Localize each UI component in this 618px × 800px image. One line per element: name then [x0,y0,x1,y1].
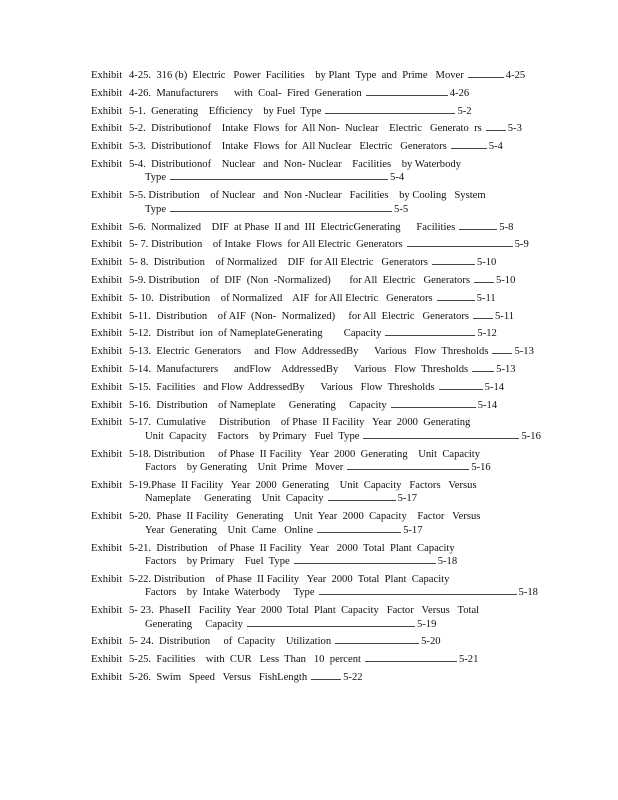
page-number: 5-14 [477,399,498,411]
exhibit-title: 5-11. Distribution of AIF (Non- Normalized) for All Electric Generators [129,310,469,322]
leader-line [486,130,506,131]
toc-entry [91,70,531,88]
toc-entry-line [91,605,531,619]
toc-entry [91,400,531,418]
page-number: 5-21 [458,654,479,666]
leader-line [391,407,476,408]
exhibit-label: Exhibit [91,123,123,135]
exhibit-title: 5-6. Normalized DIF at Phase II and III ElectricGenerating Facilities [129,221,456,233]
leader-line [437,300,475,301]
page-number: 4-25 [505,70,526,81]
toc-entry-line [91,222,531,240]
leader-line [335,643,419,644]
exhibit-title: 5-16. Distribution of Nameplate Generating Capacity [129,399,387,411]
exhibit-label: Exhibit [91,105,123,117]
exhibit-label: Exhibit [91,141,123,153]
exhibit-title: 5-15. Facilities and Flow AddressedBy Various Flow Thresholds [129,381,435,393]
exhibit-label: Exhibit [91,87,123,99]
exhibit-title: 5-9. Distribution of DIF (Non -Normalized) for All Electric Generators [129,274,470,286]
exhibit-title: 5- 8. Distribution of Normalized DIF for All Electric Generators [129,257,428,269]
toc-entry-line [91,239,531,257]
page-number: 5-18 [437,556,458,568]
exhibit-title-continuation: Type [145,203,167,215]
exhibit-label: Exhibit [91,274,123,286]
toc-entry-line [91,70,531,88]
exhibit-title: 4-25. 316 (b) Electric Power Facilities by Plant Type and Prime Mover [129,70,464,81]
leader-line [385,335,475,336]
leader-line [366,95,448,96]
exhibit-title: 5-17. Cumulative Distribution of Phase II Facility Year 2000 Generating [129,417,471,429]
exhibit-label: Exhibit [91,417,123,429]
toc-entry-line [91,480,531,494]
toc-entry [91,654,531,672]
toc-entry [91,543,531,574]
exhibit-title: 5-14. Manufacturers andFlow AddressedBy Various Flow Thresholds [129,363,469,375]
exhibit-label: Exhibit [91,292,123,304]
toc-entry-line [91,417,531,431]
exhibit-title: 5-2. Distributionof Intake Flows for All Non- Nuclear Electric Generato rs [129,123,482,135]
page-number: 5-10 [495,274,516,286]
exhibit-title: 5- 24. Distribution of Capacity Utilization [129,636,332,648]
toc-entry-line [91,275,531,293]
leader-line [473,318,493,319]
toc-entry-line [91,159,531,173]
page-number: 5-13 [496,363,516,375]
leader-line [459,229,497,230]
exhibit-title: 5-4. Distributionof Nuclear and Non- Nuclear Facilities by Waterbody [129,158,461,170]
exhibit-title-continuation: Nameplate Generating Unit Capacity [145,493,324,505]
page-number: 5-20 [421,636,441,648]
exhibit-label: Exhibit [91,310,123,322]
toc-entry-line [91,88,531,106]
toc-entry-line [91,123,531,141]
exhibit-label: Exhibit [91,257,123,269]
exhibit-label: Exhibit [91,221,123,233]
toc-entry [91,672,531,690]
page-number: 5-12 [477,328,497,340]
exhibit-title: 5- 23. PhaseII Facility Year 2000 Total Plant Capacity Factor Versus Total [129,605,480,617]
leader-line [407,246,513,247]
exhibit-label: Exhibit [91,448,123,460]
page-number: 5-14 [484,381,505,393]
page-number: 4-26 [449,87,470,99]
toc-entry-continuation [91,587,538,605]
page-number: 5-13 [514,346,534,358]
toc-entry [91,141,531,159]
page-number: 5-11 [476,292,496,304]
toc-entry [91,636,531,654]
page-number: 5-9 [514,239,529,251]
page-number: 5-11 [495,310,515,322]
toc-entry-line [91,636,531,654]
exhibit-label: Exhibit [91,239,123,251]
exhibit-label: Exhibit [91,346,123,358]
toc-entry-continuation [91,172,531,190]
exhibit-label: Exhibit [91,605,123,617]
page-number: 5-19 [416,618,437,630]
leader-line [319,594,517,595]
toc-entry-continuation [91,525,531,543]
toc-entry-continuation [91,462,531,480]
page-number: 5-5 [394,203,409,215]
toc-entry [91,257,531,275]
toc-entry [91,88,531,106]
exhibit-title-continuation: Unit Capacity Factors by Primary Fuel Type [145,430,360,442]
page-number: 5-18 [518,587,538,599]
exhibit-title: 5-22. Distribution of Phase II Facility Year 2000 Total Plant Capacity [129,573,450,585]
leader-line [347,469,469,470]
toc-entry [91,328,531,346]
toc-entry-continuation [91,619,531,637]
toc-entry-line [91,328,531,346]
toc-entry-line [91,257,531,275]
exhibit-label: Exhibit [91,511,123,523]
exhibit-title: 5-3. Distributionof Intake Flows for All Nuclear Electric Generators [129,141,447,153]
toc-entry-line [91,311,531,329]
leader-line [247,626,415,627]
leader-line [439,389,483,390]
list-of-exhibits [91,70,541,690]
toc-entry-line [91,672,531,690]
toc-entry [91,382,531,400]
exhibit-title: 5-12. Distribut ion of NameplateGenerating Capacity [129,328,382,340]
exhibit-title-continuation: Factors by Primary Fuel Type [145,556,290,568]
page-number: 5-4 [390,172,405,184]
exhibit-title-continuation: Year Generating Unit Came Online [145,524,314,536]
leader-line [432,264,475,265]
toc-entry-line [91,574,531,588]
toc-entry [91,106,531,124]
toc-entry [91,346,534,364]
toc-entry-line [91,346,534,364]
toc-entry [91,573,538,605]
leader-line [363,438,519,439]
toc-entry [91,511,531,542]
exhibit-label: Exhibit [91,636,123,648]
exhibit-title: 4-26. Manufacturers with Coal- Fired Generation [129,87,362,99]
toc-entry [91,123,531,141]
page-number: 5-16 [521,430,541,442]
page-number: 5-3 [507,123,522,135]
toc-entry-line [91,106,531,124]
toc-entry-continuation [91,493,531,511]
leader-line [492,353,512,354]
leader-line [365,661,457,662]
page-number: 5-17 [397,493,417,505]
leader-line [468,77,504,78]
page-number: 5-4 [488,141,503,153]
page-number: 5-17 [403,524,423,536]
exhibit-title: 5-26. Swim Speed Versus FishLength [129,672,308,684]
toc-entry [91,605,531,636]
toc-entry-line [91,400,531,418]
exhibit-title: 5-5. Distribution of Nuclear and Non -Nuclear Facilities by Cooling System [129,190,486,202]
leader-line [328,500,396,501]
exhibit-label: Exhibit [91,654,123,666]
leader-line [325,113,455,114]
toc-entry-line [91,543,531,557]
exhibit-title: 5-19.Phase II Facility Year 2000 Generating Unit Capacity Factors Versus [129,479,477,491]
page-number: 5-8 [499,221,514,233]
leader-line [311,679,341,680]
leader-line [294,563,436,564]
exhibit-label: Exhibit [91,479,123,491]
page-number: 5-10 [476,257,497,269]
exhibit-label: Exhibit [91,363,123,375]
toc-entry [91,311,531,329]
exhibit-label: Exhibit [91,70,123,81]
leader-line [474,282,494,283]
toc-entry-continuation [91,204,531,222]
toc-entry-continuation [91,556,531,574]
exhibit-label: Exhibit [91,158,123,170]
toc-entry [91,159,531,190]
leader-line [170,179,388,180]
exhibit-label: Exhibit [91,190,123,202]
exhibit-label: Exhibit [91,399,123,411]
toc-entry [91,417,541,448]
toc-entry-line [91,141,531,159]
exhibit-title: 5-21. Distribution of Phase II Facility Year 2000 Total Plant Capacity [129,542,455,554]
toc-entry [91,480,531,511]
exhibit-title: 5- 7. Distribution of Intake Flows for All Electric Generators [129,239,403,251]
toc-entry [91,190,531,221]
exhibit-label: Exhibit [91,542,123,554]
toc-entry-line [91,293,531,311]
exhibit-title-continuation: Type [145,172,167,184]
exhibit-label: Exhibit [91,573,123,585]
toc-entry [91,275,531,293]
leader-line [170,211,392,212]
exhibit-title-continuation: Generating Capacity [145,618,243,630]
exhibit-title-continuation: Factors by Generating Unit Prime Mover [145,462,344,474]
leader-line [317,532,401,533]
toc-entry-line [91,449,531,463]
leader-line [451,148,487,149]
toc-entry-line [91,654,531,672]
toc-entry-line [91,511,531,525]
exhibit-title: 5-18. Distribution of Phase II Facility Year 2000 Generating Unit Capacity [129,448,481,460]
page-number: 5-16 [471,462,491,474]
exhibit-title: 5-13. Electric Generators and Flow AddressedBy Various Flow Thresholds [129,346,489,358]
toc-entry-line [91,382,531,400]
exhibit-label: Exhibit [91,328,123,340]
toc-entry [91,449,531,480]
exhibit-title: 5-1. Generating Efficiency by Fuel Type [129,105,322,117]
toc-entry [91,293,531,311]
exhibit-title: 5-25. Facilities with CUR Less Than 10 percent [129,654,361,666]
exhibit-label: Exhibit [91,381,123,393]
toc-entry [91,239,531,257]
toc-entry-continuation [91,430,541,449]
page-number: 5-2 [457,105,472,117]
exhibit-label: Exhibit [91,672,123,684]
toc-entry [91,222,531,240]
exhibit-title: 5- 10. Distribution of Normalized AIF for All Electric Generators [129,292,433,304]
page-number: 5-22 [343,672,363,684]
toc-entry [91,364,531,382]
toc-entry-line [91,364,531,382]
exhibit-title: 5-20. Phase II Facility Generating Unit Year 2000 Capacity Factor Versus [129,511,481,523]
exhibit-title-continuation: Factors by Intake Waterbody Type [145,587,315,599]
leader-line [472,371,494,372]
toc-entry-line [91,190,531,204]
